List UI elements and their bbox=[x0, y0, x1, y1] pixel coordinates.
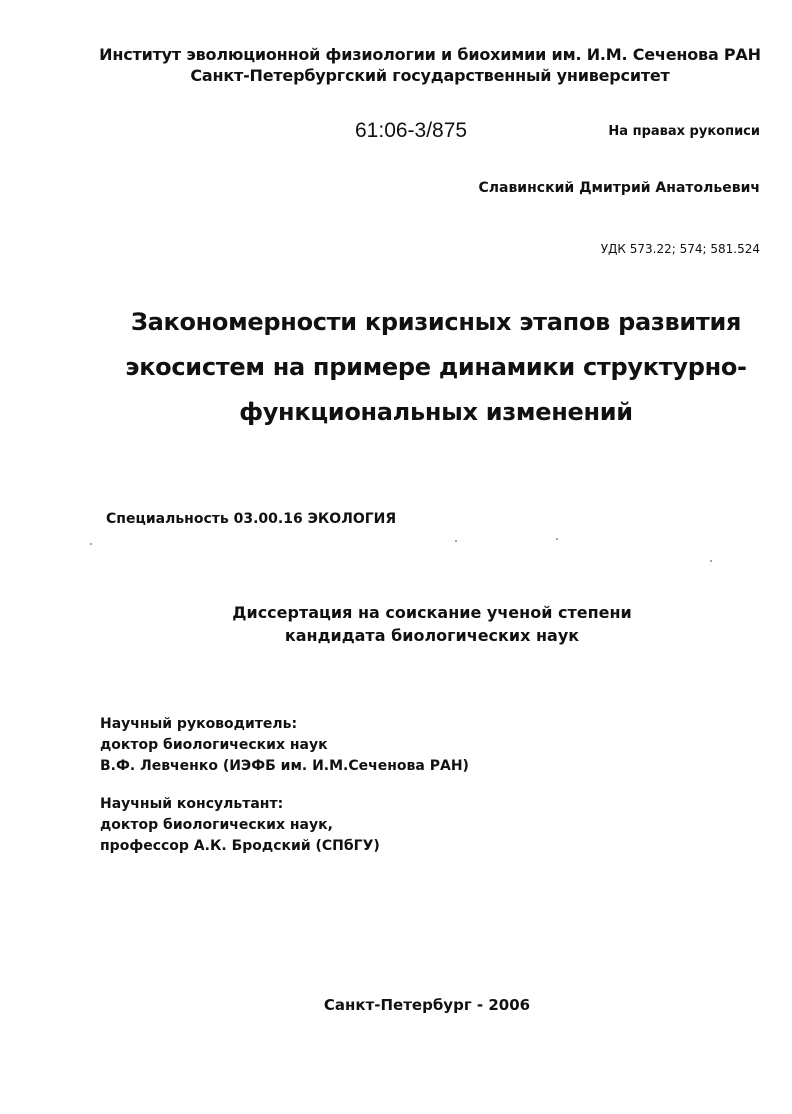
consultant-block bbox=[100, 794, 380, 857]
consultant-role: Научный консультант: bbox=[100, 796, 284, 812]
title-line-2: экосистем на примере динамики структурно- bbox=[125, 353, 747, 381]
institution-line-2: Санкт-Петербургский государственный университет bbox=[190, 66, 670, 85]
city-year: Санкт-Петербург - 2006 bbox=[323, 996, 531, 1014]
rights-note: На правах рукописи bbox=[608, 124, 760, 139]
supervisor-name: В.Ф. Левченко (ИЭФБ им. И.М.Сеченова РАН) bbox=[100, 758, 469, 774]
scan-speck bbox=[556, 538, 558, 540]
title-line-3: функциональных изменений bbox=[239, 398, 633, 426]
degree-line-2: кандидата биологических наук bbox=[284, 626, 580, 645]
supervisor-block bbox=[100, 714, 469, 777]
dissertation-title bbox=[60, 300, 792, 435]
registry-number: 61:06-3/875 bbox=[355, 119, 468, 142]
supervisor-role: Научный руководитель: bbox=[100, 716, 298, 732]
institutions-header bbox=[0, 44, 792, 86]
specialty: Специальность 03.00.16 ЭКОЛОГИЯ bbox=[106, 511, 397, 527]
udc-code: УДК 573.22; 574; 581.524 bbox=[600, 242, 760, 256]
title-line-1: Закономерности кризисных этапов развития bbox=[130, 308, 742, 336]
author-name: Славинский Дмитрий Анатольевич bbox=[478, 180, 760, 196]
degree-line-1: Диссертация на соискание ученой степени bbox=[232, 603, 632, 622]
consultant-name: профессор А.К. Бродский (СПбГУ) bbox=[100, 838, 380, 854]
consultant-degree: доктор биологических наук, bbox=[100, 817, 333, 833]
supervisor-degree: доктор биологических наук bbox=[100, 737, 328, 753]
scan-speck bbox=[455, 540, 457, 542]
institution-line-1: Институт эволюционной физиологии и биохимии им. И.М. Сеченова РАН bbox=[99, 45, 761, 64]
scan-speck bbox=[710, 560, 712, 562]
dissertation-degree bbox=[172, 601, 692, 647]
scan-speck bbox=[90, 543, 92, 545]
